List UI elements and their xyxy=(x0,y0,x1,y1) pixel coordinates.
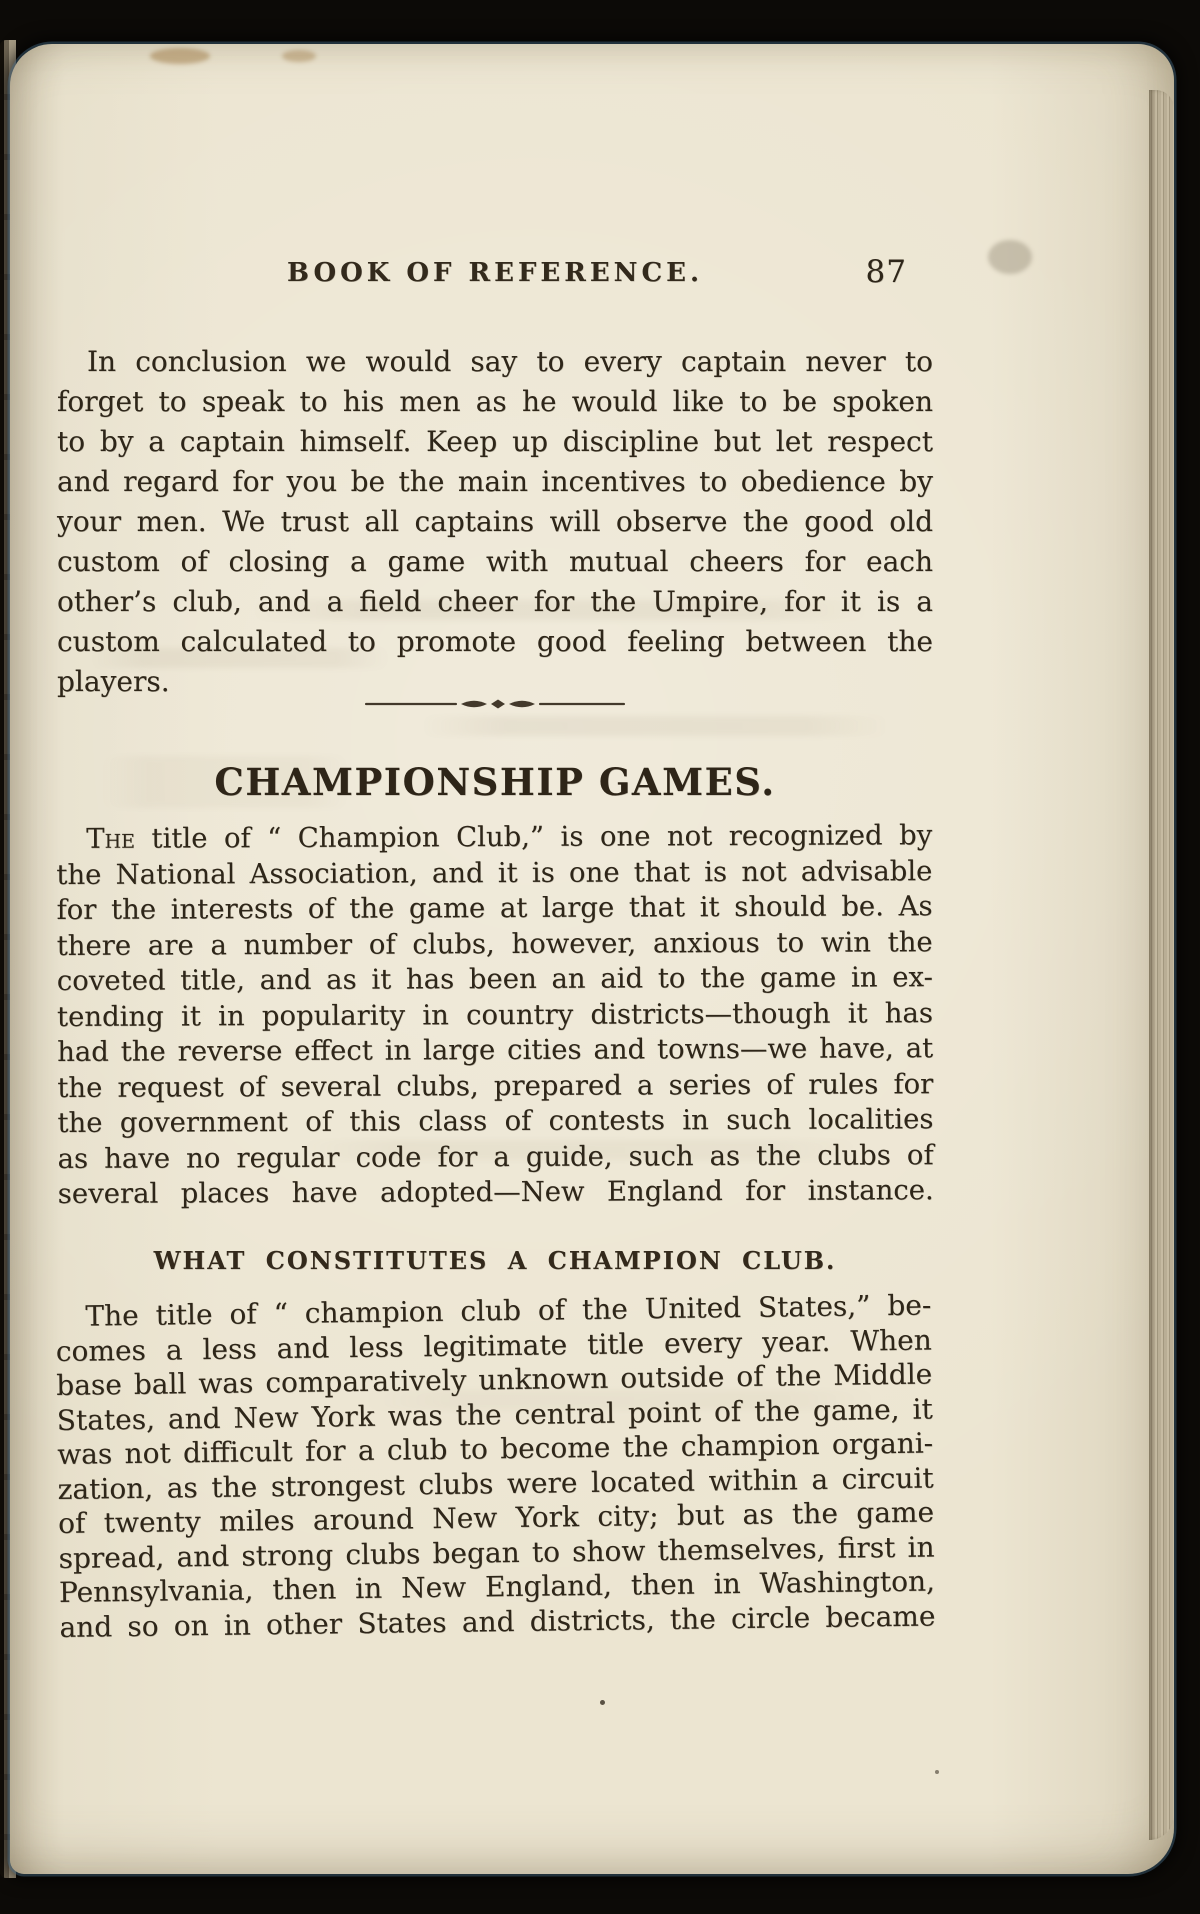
text-line: forget to speak to his men as he would like to be spoken xyxy=(57,385,933,418)
text-line: the government of this class of contests in such localities xyxy=(57,1103,934,1139)
text-line: other’s club, and a field cheer for the Umpire, for it is a xyxy=(57,585,933,618)
text-line: several places have adopted—New England for instance. xyxy=(57,1174,934,1210)
text-line: custom calculated to promote good feeling between the xyxy=(57,625,933,658)
text-line: was not difficult for a club to become the champion organi- xyxy=(57,1426,934,1471)
text-line: players. xyxy=(57,665,170,698)
text-line: and so on in other States and districts, the circle became xyxy=(59,1599,936,1644)
text-line: comes a less and less legitimate title every year. When xyxy=(55,1323,933,1368)
text-line-rest: title of “ Champion Club,” is one not recognized by xyxy=(134,819,933,855)
leading-small-caps: The xyxy=(86,822,136,855)
text-line: the National Association, and it is one that is not advisable xyxy=(56,854,933,891)
championship-paragraph xyxy=(56,818,934,1212)
sub-heading: WHAT CONSTITUTES A CHAMPION CLUB. xyxy=(153,1246,837,1275)
text-line: In conclusion we would say to every captain never to xyxy=(87,345,933,378)
text-line: had the reverse effect in large cities and towns—we have, at xyxy=(57,1032,934,1068)
page-header xyxy=(57,254,933,298)
text-line: for the interests of the game at large that it should be. As xyxy=(56,890,933,927)
text-line xyxy=(56,818,932,857)
text-line: spread, and strong clubs began to show themselves, first in xyxy=(58,1530,935,1575)
text-line: of twenty miles around New York city; but as the game xyxy=(57,1495,935,1540)
text-line: coveted title, and as it has been an aid to the game in ex- xyxy=(56,961,933,998)
text-line: The title of “ champion club of the United States,” be- xyxy=(85,1288,932,1333)
book-page xyxy=(10,44,1174,1874)
text-line: there are a number of clubs, however, anxious to win the xyxy=(56,925,933,962)
text-line: as have no regular code for a guide, such as the clubs of xyxy=(57,1138,934,1175)
ink-speck xyxy=(600,1700,605,1705)
text-line: zation, as the strongest clubs were located within a circuit xyxy=(57,1461,934,1506)
ink-speck xyxy=(935,1770,939,1774)
text-line: base ball was comparatively unknown outside of the Middle xyxy=(56,1357,933,1403)
bleedthrough-smudge xyxy=(420,716,890,736)
text-line: and regard for you be the main incentives to obedience by xyxy=(57,465,933,498)
intro-paragraph xyxy=(57,342,933,702)
page-edge-right xyxy=(1149,90,1174,1840)
foxing-stain xyxy=(988,240,1032,274)
section-divider-ornament xyxy=(365,696,625,712)
text-line: to by a captain himself. Keep up discipline but let respect xyxy=(57,425,933,458)
text-line: Pennsylvania, then in New England, then in Washington, xyxy=(58,1564,936,1609)
text-line: your men. We trust all captains will observe the good old xyxy=(57,505,933,538)
champion-club-paragraph xyxy=(55,1289,935,1645)
running-title: BOOK OF REFERENCE. xyxy=(286,258,704,288)
section-divider xyxy=(57,696,933,716)
text-line: custom of closing a game with mutual cheers for each xyxy=(57,545,933,578)
text-line: the request of several clubs, prepared a series of rules for xyxy=(57,1067,934,1104)
foxing-stain xyxy=(282,50,316,62)
section-heading: CHAMPIONSHIP GAMES. xyxy=(214,760,776,804)
foxing-stain xyxy=(150,48,210,64)
page-number: 87 xyxy=(865,254,907,290)
text-line: States, and New York was the central point of the game, it xyxy=(56,1392,933,1437)
text-line: tending it in popularity in country districts—though it has xyxy=(56,996,934,1033)
